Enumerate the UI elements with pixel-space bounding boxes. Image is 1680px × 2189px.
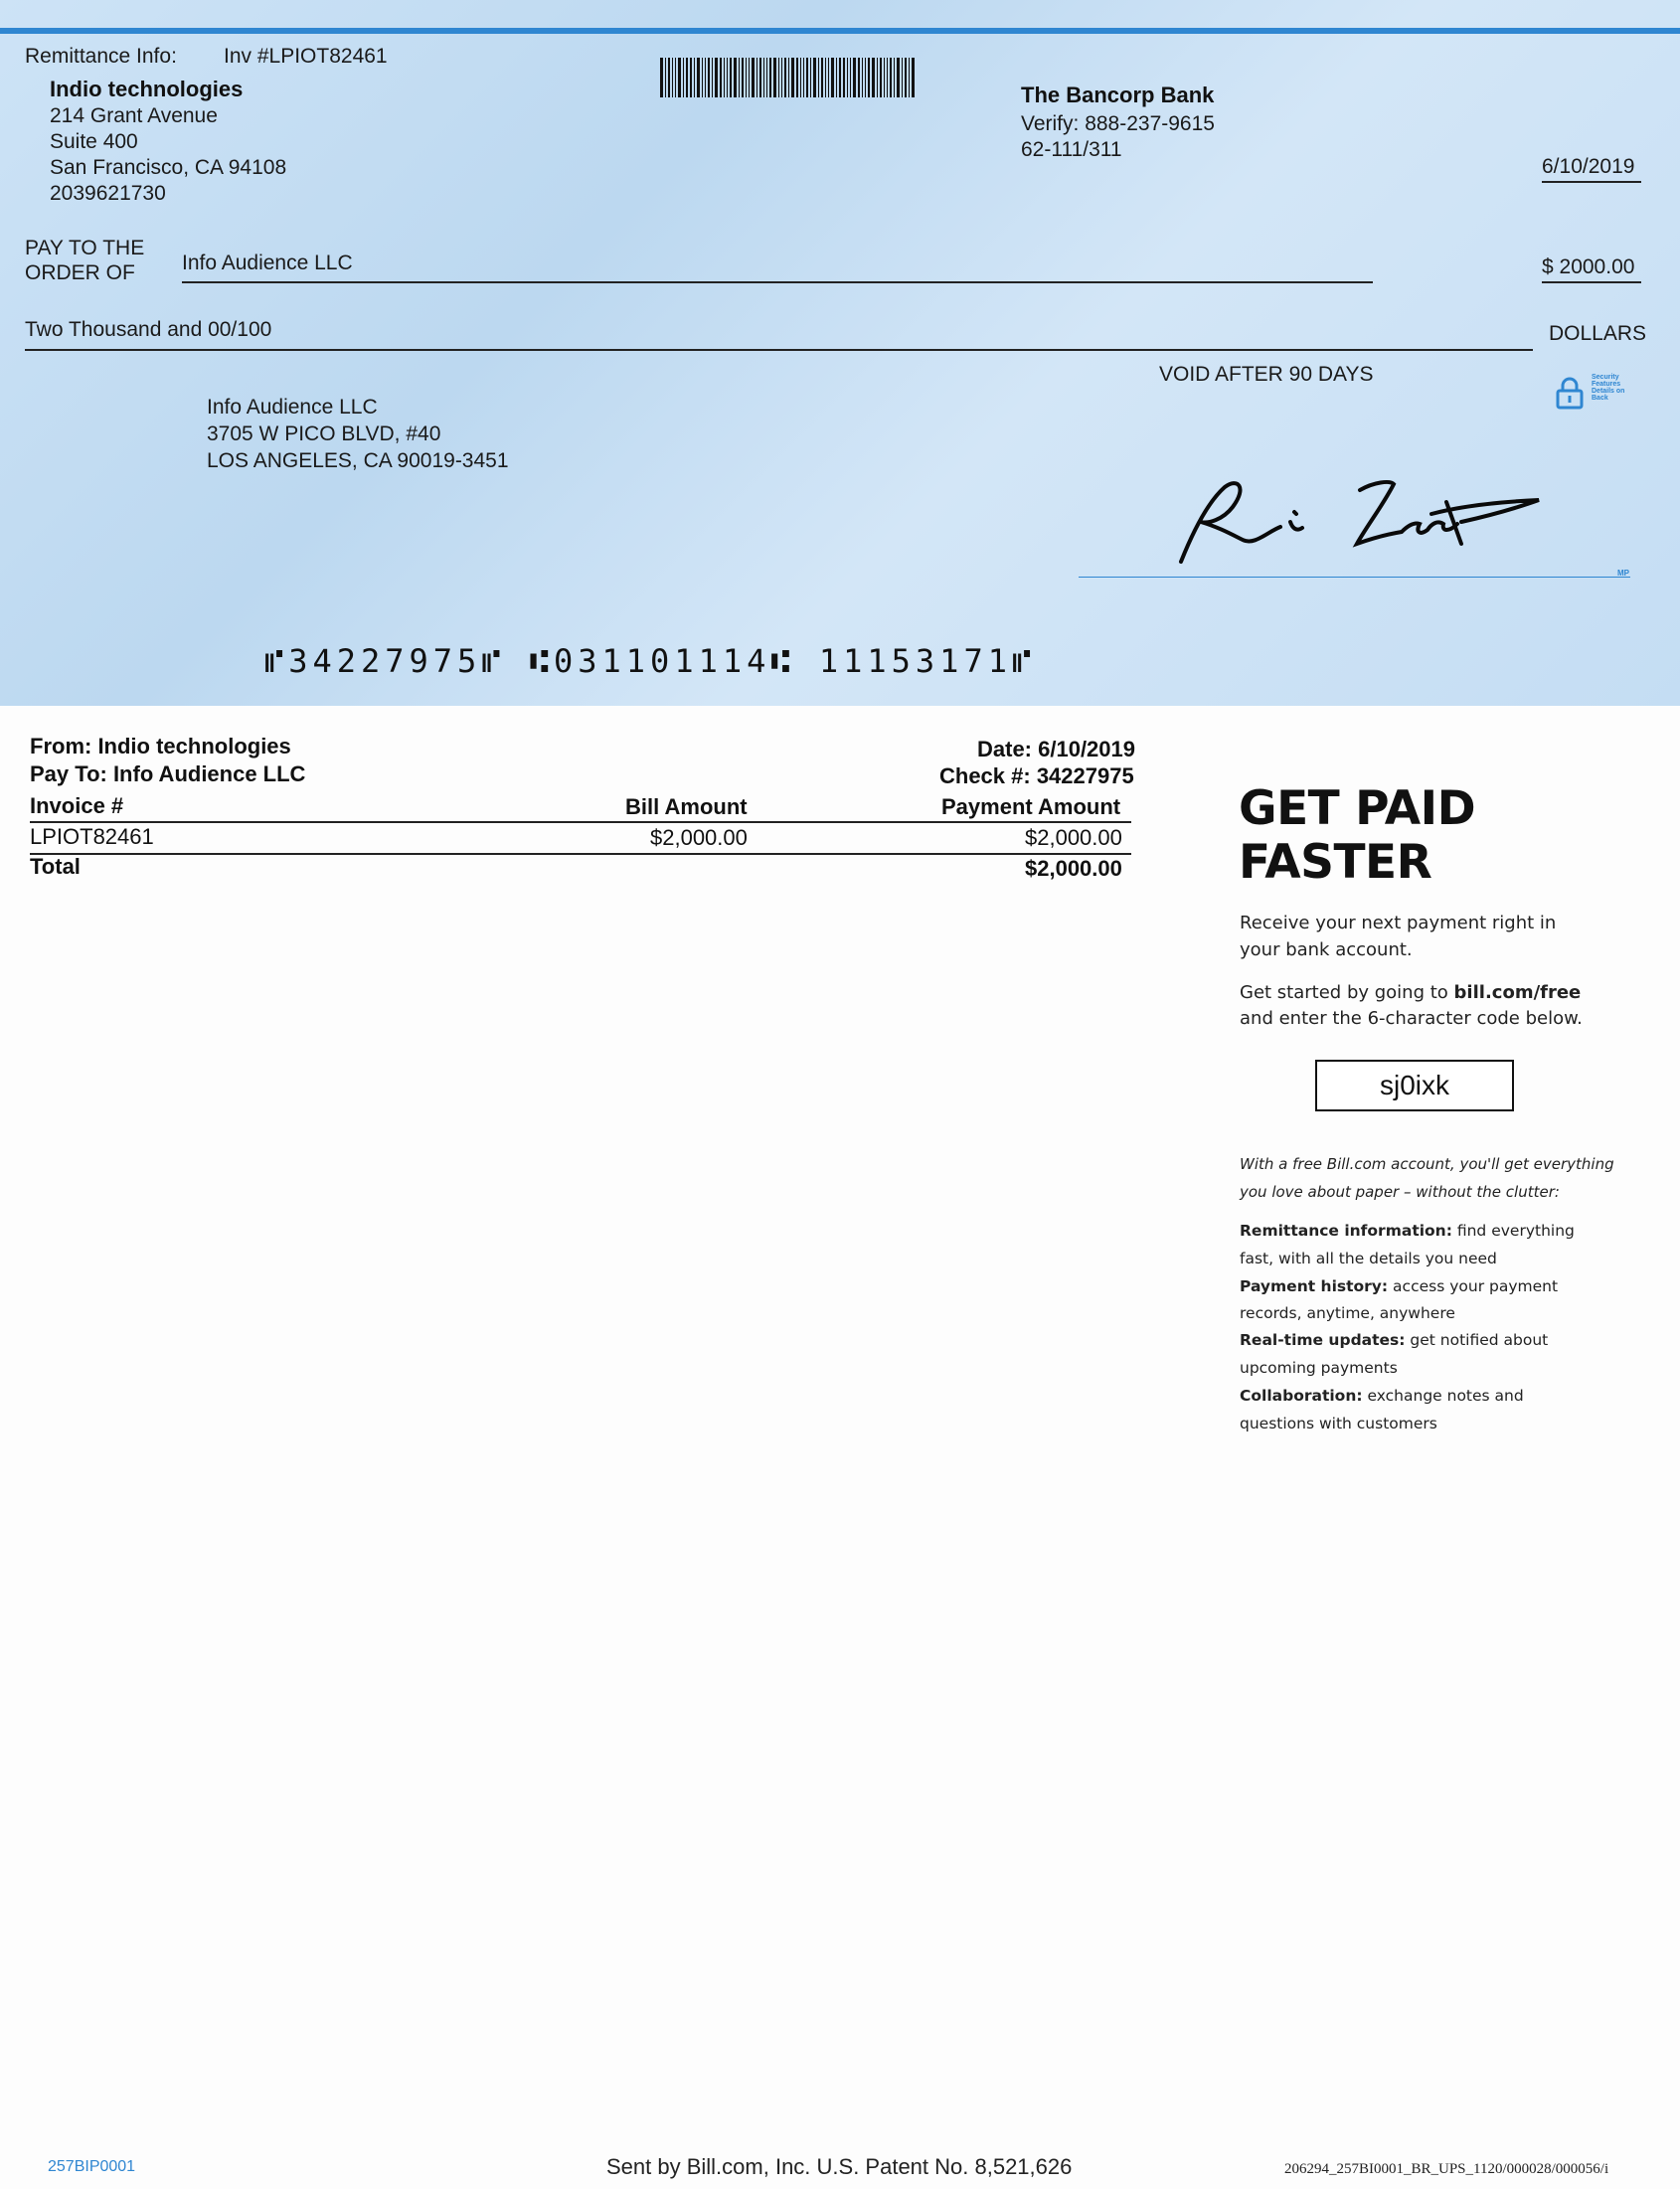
stub-from: From: Indio technologies <box>30 734 291 758</box>
barcode-bar <box>715 58 718 97</box>
feature-title: Remittance information: <box>1240 1222 1452 1240</box>
stub-check-number: Check #: 34227975 <box>939 763 1134 788</box>
barcode-bar <box>739 58 740 97</box>
barcode-bar <box>708 58 710 97</box>
total-value: $2,000.00 <box>1025 856 1122 881</box>
security-note-line: Back <box>1592 395 1608 402</box>
barcode-bar <box>784 58 786 97</box>
barcode-bar <box>690 58 692 97</box>
payee-name: Info Audience LLC <box>182 252 353 274</box>
pay-to-label-1: PAY TO THE <box>25 237 145 259</box>
barcode-bar <box>810 58 811 97</box>
barcode-bar <box>686 58 688 97</box>
footer-patent: Sent by Bill.com, Inc. U.S. Patent No. 8,521,626 <box>606 2154 1073 2179</box>
barcode-bar <box>769 58 771 97</box>
barcode-bar <box>778 58 779 97</box>
feature-title: Real-time updates: <box>1240 1331 1406 1349</box>
barcode-bar <box>781 58 782 97</box>
barcode-bar <box>720 58 722 97</box>
barcode-bar <box>850 58 851 97</box>
payee-line <box>182 281 1373 283</box>
barcode-bar <box>727 58 728 97</box>
barcode-bar <box>884 58 885 97</box>
barcode-bar <box>862 58 863 97</box>
barcode-bar <box>763 58 764 97</box>
feature-title: Collaboration: <box>1240 1387 1363 1405</box>
barcode-bar <box>912 58 915 97</box>
check-date: 6/10/2019 <box>1542 155 1635 178</box>
payer-phone: 2039621730 <box>50 182 166 205</box>
barcode-bar <box>668 58 670 97</box>
table-header-line <box>30 821 1131 823</box>
stub-date: Date: 6/10/2019 <box>977 737 1135 761</box>
promo-text-1a: Receive your next payment right in <box>1240 913 1557 933</box>
promo-title-line-1: GET PAID <box>1239 781 1476 836</box>
total-label: Total <box>30 854 81 879</box>
barcode-bar <box>788 58 789 97</box>
barcode-bar <box>697 58 700 97</box>
promo-text-1b: your bank account. <box>1240 939 1413 960</box>
barcode-bar <box>894 58 895 97</box>
feature-history-cont: records, anytime, anywhere <box>1240 1304 1455 1322</box>
feature-updates-cont: upcoming payments <box>1240 1359 1398 1377</box>
row-bill-amount: $2,000.00 <box>650 825 748 850</box>
footer-left-code: 257BIP0001 <box>48 2158 136 2175</box>
feature-updates <box>1240 1326 1548 1354</box>
check <box>0 0 1680 706</box>
remittance-value: Inv #LPIOT82461 <box>224 45 388 68</box>
stub-pay-to: Pay To: Info Audience LLC <box>30 761 306 786</box>
barcode-bar <box>818 58 819 97</box>
feature-remittance <box>1240 1217 1575 1245</box>
routing-fraction: 62-111/311 <box>1021 138 1122 161</box>
barcode-bar <box>746 58 747 97</box>
row-invoice: LPIOT82461 <box>30 824 154 849</box>
lock-icon <box>1555 376 1585 410</box>
barcode-bar <box>766 58 767 97</box>
barcode-bar <box>828 58 829 97</box>
barcode-bar <box>705 58 706 97</box>
barcode-bar <box>905 58 907 97</box>
barcode-bar <box>702 58 703 97</box>
barcode-bar <box>712 58 713 97</box>
check-top-bar <box>0 28 1680 34</box>
check-amount: $ 2000.00 <box>1542 255 1635 278</box>
barcode-bar <box>836 58 837 97</box>
promo-text-2a <box>1240 979 1581 1006</box>
feature-remittance-cont: fast, with all the details you need <box>1240 1250 1497 1267</box>
barcode-bar <box>843 58 845 97</box>
payer-address-2: Suite 400 <box>50 130 138 153</box>
barcode-bar <box>880 58 882 97</box>
promo-title-line-2: FASTER <box>1239 835 1432 890</box>
promo-text-2b: and enter the 6-character code below. <box>1240 1008 1583 1029</box>
payer-address-1: 214 Grant Avenue <box>50 104 218 127</box>
barcode-bar <box>872 58 875 97</box>
micr-line: ⑈34227975⑈ ⑆031101114⑆ 11153171⑈ <box>264 642 1037 680</box>
column-header-bill-amount: Bill Amount <box>625 794 748 819</box>
pay-to-label-2: ORDER OF <box>25 261 135 284</box>
payer-city: San Francisco, CA 94108 <box>50 156 287 179</box>
barcode-bar <box>678 58 681 97</box>
barcode-bar <box>890 58 892 97</box>
dollars-label: DOLLARS <box>1549 322 1647 345</box>
bank-name: The Bancorp Bank <box>1021 83 1215 107</box>
mp-mark: MP <box>1617 569 1629 578</box>
barcode-bar <box>902 58 903 97</box>
barcode-bar <box>675 58 676 97</box>
footer-right-code: 206294_257BI0001_BR_UPS_1120/000028/000056/i <box>1284 2161 1609 2177</box>
signature <box>1163 462 1541 572</box>
bill-com-free-link[interactable]: bill.com/free <box>1453 982 1582 1003</box>
barcode-bar <box>813 58 816 97</box>
feature-history <box>1240 1272 1558 1300</box>
feature-collaboration <box>1240 1382 1524 1410</box>
barcode-bar <box>756 58 757 97</box>
barcode-bar <box>672 58 673 97</box>
mailing-name: Info Audience LLC <box>207 396 378 419</box>
security-note-line: Features <box>1592 381 1621 388</box>
feature-text: find everything <box>1451 1222 1575 1240</box>
table-total-line <box>30 853 1131 855</box>
barcode-bar <box>791 58 794 97</box>
barcode-bar <box>800 58 801 97</box>
barcode-bar <box>759 58 761 97</box>
barcode-bar <box>887 58 888 97</box>
amount-words: Two Thousand and 00/100 <box>25 318 272 341</box>
barcode-bar <box>806 58 808 97</box>
barcode-bar <box>665 58 666 97</box>
promo-italic-1: With a free Bill.com account, you'll get everything <box>1240 1155 1614 1173</box>
barcode-bar <box>660 58 663 97</box>
payer-name: Indio technologies <box>50 77 244 101</box>
security-note <box>1592 374 1624 402</box>
column-header-payment-amount: Payment Amount <box>941 794 1121 819</box>
barcode-bar <box>742 58 744 97</box>
barcode-bar <box>752 58 755 97</box>
barcode-bar <box>694 58 695 97</box>
mailing-city: LOS ANGELES, CA 90019-3451 <box>207 449 509 472</box>
security-note-line: Security <box>1592 374 1619 381</box>
feature-text: access your payment <box>1388 1277 1559 1295</box>
barcode-bar <box>683 58 684 97</box>
promo-italic-2: you love about paper – without the clutter: <box>1240 1183 1560 1201</box>
date-line <box>1542 181 1641 183</box>
feature-collaboration-cont: questions with customers <box>1240 1415 1437 1432</box>
barcode-bar <box>847 58 848 97</box>
security-note-line: Details on <box>1592 388 1625 395</box>
barcode-bar <box>821 58 823 97</box>
promo-text-2a-prefix: Get started by going to <box>1240 982 1454 1003</box>
barcode-bar <box>825 58 826 97</box>
signature-line <box>1079 577 1630 578</box>
barcode-bar <box>909 58 910 97</box>
barcode-bar <box>803 58 804 97</box>
amount-words-line <box>25 349 1533 351</box>
void-notice: VOID AFTER 90 DAYS <box>1159 363 1374 386</box>
activation-code: sj0ixk <box>1315 1060 1514 1111</box>
barcode-bar <box>897 58 900 97</box>
barcode-bar <box>749 58 750 97</box>
column-header-invoice: Invoice # <box>30 793 124 818</box>
barcode-bar <box>831 58 834 97</box>
barcode-bar <box>858 58 860 97</box>
barcode <box>660 58 948 97</box>
barcode-bar <box>734 58 737 97</box>
barcode-bar <box>868 58 870 97</box>
remittance-label: Remittance Info: <box>25 45 177 68</box>
mailing-address: 3705 W PICO BLVD, #40 <box>207 422 441 445</box>
barcode-bar <box>865 58 866 97</box>
bank-verify: Verify: 888-237-9615 <box>1021 112 1215 135</box>
barcode-bar <box>773 58 776 97</box>
barcode-bar <box>853 58 856 97</box>
feature-title: Payment history: <box>1240 1277 1389 1295</box>
amount-line <box>1542 281 1641 283</box>
row-payment-amount: $2,000.00 <box>1025 825 1122 850</box>
barcode-bar <box>796 58 798 97</box>
barcode-bar <box>730 58 732 97</box>
barcode-bar <box>839 58 841 97</box>
barcode-bar <box>724 58 725 97</box>
feature-text: exchange notes and <box>1362 1387 1524 1405</box>
feature-text: get notified about <box>1405 1331 1549 1349</box>
barcode-bar <box>877 58 878 97</box>
